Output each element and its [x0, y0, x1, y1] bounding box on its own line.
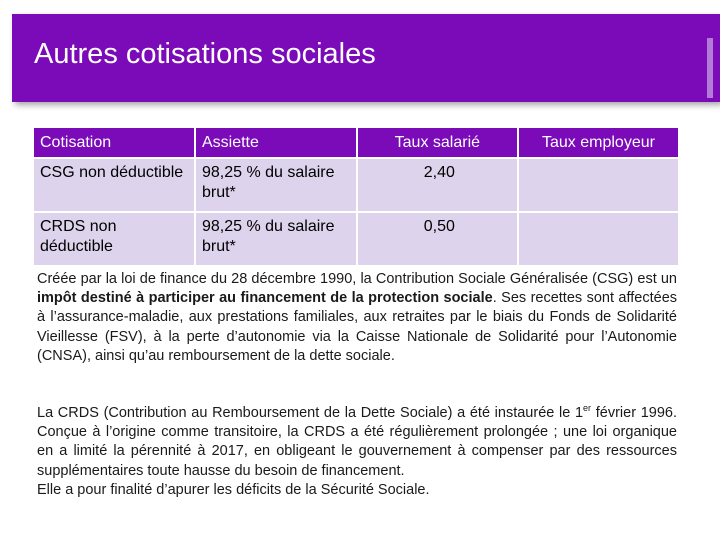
crds-superscript: er: [583, 403, 592, 413]
header-taux-employeur: Taux employeur: [518, 128, 679, 158]
header-assiette: Assiette: [195, 128, 357, 158]
table-row: [33, 158, 679, 212]
title-bar-edge: [707, 38, 713, 98]
cell-taux-salarie: 0,50: [357, 212, 518, 266]
table-header-row: [33, 128, 679, 158]
cell-taux-employeur: [518, 212, 679, 266]
crds-final-line: Elle a pour finalité d’apurer les déficits de la Sécurité Sociale.: [37, 481, 430, 498]
table-row: [33, 212, 679, 266]
title-bar: [12, 14, 720, 102]
cell-taux-employeur: [518, 158, 679, 212]
csg-intro-text: Créée par la loi de finance du 28 décembre 1990, la Contribution Sociale Généralisée (CSG) est un: [37, 271, 677, 287]
crds-paragraph: [37, 404, 677, 500]
cell-assiette: 98,25 % du salaire brut*: [195, 212, 357, 266]
cell-cotisation: CRDS non déductible: [33, 212, 195, 266]
crds-text-part1: La CRDS (Contribution au Remboursement de la Dette Sociale) a été instaurée le 1: [37, 405, 584, 421]
slide-title: Autres cotisations sociales: [34, 38, 376, 70]
header-taux-salarie: Taux salarié: [357, 128, 518, 158]
header-cotisation: Cotisation: [33, 128, 195, 158]
cell-assiette: 98,25 % du salaire brut*: [195, 158, 357, 212]
csg-paragraph: [37, 270, 677, 366]
crds-text-part2: février 1996. Conçue à l’origine comme transitoire, la CRDS a été régulièrement prolongée ; une loi organique en a limité la pérennité à 2017, en obligeant le gouvernement à compenser par des ressources supplémentaires toute hausse du besoin de financement.: [37, 405, 677, 479]
cotisations-table: [32, 128, 680, 267]
csg-bold-text: impôt destiné à participer au financement de la protection sociale: [37, 290, 493, 307]
csg-rest-text: . Ses recettes sont affectées à l’assurance-maladie, aux prestations familiales, aux retraites par le biais du Fonds de Solidarité Vieillesse (FSV), à la perte d’autonomie via la Caisse Nationale de Solidarité pour l’Autonomie (CNSA), ainsi qu’au remboursement de la dette sociale.: [37, 290, 678, 364]
cell-cotisation: CSG non déductible: [33, 158, 195, 212]
cell-taux-salarie: 2,40: [357, 158, 518, 212]
